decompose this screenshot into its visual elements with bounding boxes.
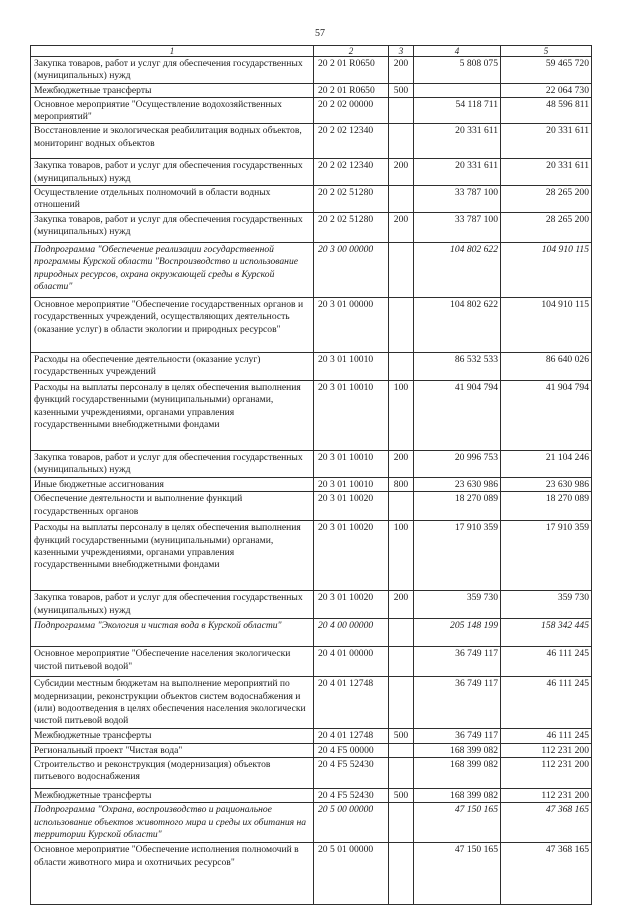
cell-code: 20 4 01 12748 [314,677,389,729]
cell-name: Расходы на выплаты персоналу в целях обеспечения выполнения функций государственными (муниципальными) органами, казенными учреждениями, органами управления государственными внебюджетными фондами [31,521,314,591]
cell-code: 20 3 01 10020 [314,521,389,591]
cell-name: Иные бюджетные ассигнования [31,478,314,492]
cell-name: Закупка товаров, работ и услуг для обеспечения государственных (муниципальных) нужд [31,57,314,84]
table-row [31,729,592,743]
table-row [31,619,592,647]
cell-amount-1: 36 749 117 [414,729,501,743]
cell-type [389,757,414,788]
cell-code: 20 4 F5 00000 [314,743,389,757]
cell-name: Расходы на обеспечение деятельности (оказание услуг) государственных учреждений [31,353,314,381]
table-row [31,492,592,521]
cell-code: 20 4 F5 52430 [314,788,389,802]
cell-amount-2: 41 904 794 [501,381,592,451]
cell-amount-1: 359 730 [414,591,501,619]
table-row [31,843,592,905]
cell-amount-1: 20 331 611 [414,124,501,159]
cell-amount-1: 168 399 082 [414,743,501,757]
cell-amount-1: 17 910 359 [414,521,501,591]
cell-code: 20 3 00 00000 [314,243,389,298]
cell-code: 20 2 02 12340 [314,124,389,159]
table-row [31,83,592,97]
cell-amount-1: 18 270 089 [414,492,501,521]
cell-amount-2: 46 111 245 [501,677,592,729]
cell-name: Основное мероприятие "Обеспечение исполнения полномочий в области животного мира и охотничьих ресурсов" [31,843,314,905]
cell-name: Закупка товаров, работ и услуг для обеспечения государственных (муниципальных) нужд [31,159,314,186]
cell-type [389,353,414,381]
cell-amount-2: 17 910 359 [501,521,592,591]
cell-amount-1: 104 802 622 [414,298,501,353]
cell-name: Межбюджетные трансферты [31,729,314,743]
cell-amount-1 [414,83,501,97]
cell-code: 20 5 01 00000 [314,843,389,905]
cell-amount-2: 158 342 445 [501,619,592,647]
cell-type: 100 [389,521,414,591]
cell-code: 20 3 01 10010 [314,478,389,492]
cell-name: Закупка товаров, работ и услуг для обеспечения государственных (муниципальных) нужд [31,591,314,619]
cell-code: 20 3 01 10010 [314,451,389,478]
cell-name: Субсидии местным бюджетам на выполнение мероприятий по модернизации, реконструкции объектов систем водоснабжения и (или) водоотведения в целях обеспечения населения экологически чистой питьевой водой [31,677,314,729]
cell-type: 200 [389,159,414,186]
table-row [31,243,592,298]
cell-amount-1: 33 787 100 [414,186,501,213]
cell-amount-1: 41 904 794 [414,381,501,451]
cell-amount-2: 104 910 115 [501,243,592,298]
cell-amount-2: 104 910 115 [501,298,592,353]
cell-type [389,97,414,124]
table-row [31,647,592,677]
cell-name: Подпрограмма "Охрана, воспроизводство и рациональное использование объектов животного мира и среды их обитания на территории Курской области" [31,803,314,843]
table-row [31,757,592,788]
table-header-row [31,46,592,57]
column-header-1: 1 [31,46,314,57]
cell-amount-1: 20 331 611 [414,159,501,186]
cell-name: Межбюджетные трансферты [31,788,314,802]
cell-amount-1: 5 808 075 [414,57,501,84]
cell-name: Расходы на выплаты персоналу в целях обеспечения выполнения функций государственными (муниципальными) органами, казенными учреждениями, органами управления государственными внебюджетными фондами [31,381,314,451]
cell-code: 20 3 01 10010 [314,353,389,381]
cell-code: 20 2 02 51280 [314,213,389,243]
cell-amount-2: 46 111 245 [501,647,592,677]
cell-amount-2: 112 231 200 [501,743,592,757]
cell-code: 20 2 02 12340 [314,159,389,186]
cell-amount-2: 23 630 986 [501,478,592,492]
table-row [31,743,592,757]
cell-code: 20 2 01 R0650 [314,83,389,97]
cell-amount-2: 112 231 200 [501,757,592,788]
column-header-4: 4 [414,46,501,57]
cell-amount-2: 28 265 200 [501,213,592,243]
cell-amount-2: 48 596 811 [501,97,592,124]
cell-code: 20 4 00 00000 [314,619,389,647]
table-row [31,381,592,451]
cell-amount-2: 47 368 165 [501,843,592,905]
table-row [31,353,592,381]
cell-code: 20 4 01 12748 [314,729,389,743]
cell-type [389,843,414,905]
cell-amount-2: 18 270 089 [501,492,592,521]
cell-amount-2: 22 064 730 [501,83,592,97]
cell-type: 800 [389,478,414,492]
cell-type [389,298,414,353]
cell-code: 20 5 00 00000 [314,803,389,843]
table-row [31,788,592,802]
cell-amount-1: 33 787 100 [414,213,501,243]
budget-table [30,45,592,905]
cell-name: Региональный проект "Чистая вода" [31,743,314,757]
cell-name: Основное мероприятие "Обеспечение государственных органов и государственных учреждений, осуществляющих деятельность (оказание услуг) в области экологии и природных ресурсов" [31,298,314,353]
cell-amount-2: 112 231 200 [501,788,592,802]
cell-amount-1: 20 996 753 [414,451,501,478]
cell-type: 200 [389,591,414,619]
cell-type [389,124,414,159]
cell-amount-2: 28 265 200 [501,186,592,213]
table-row [31,803,592,843]
cell-code: 20 3 01 10020 [314,591,389,619]
cell-code: 20 4 01 00000 [314,647,389,677]
table-row [31,124,592,159]
table-row [31,57,592,84]
table-row [31,159,592,186]
cell-name: Закупка товаров, работ и услуг для обеспечения государственных (муниципальных) нужд [31,213,314,243]
cell-type [389,492,414,521]
cell-amount-1: 168 399 082 [414,757,501,788]
cell-name: Подпрограмма "Обеспечение реализации государственной программы Курской области "Воспроизводство и использование природных ресурсов, охрана окружающей среды в Курской области" [31,243,314,298]
cell-type [389,186,414,213]
cell-amount-1: 168 399 082 [414,788,501,802]
cell-amount-1: 36 749 117 [414,677,501,729]
cell-type [389,243,414,298]
cell-name: Осуществление отдельных полномочий в области водных отношений [31,186,314,213]
table-row [31,521,592,591]
page-number: 57 [315,28,325,39]
table-body [31,57,592,905]
table-row [31,591,592,619]
cell-amount-2: 20 331 611 [501,159,592,186]
cell-code: 20 3 01 10010 [314,381,389,451]
cell-type: 500 [389,729,414,743]
cell-amount-1: 23 630 986 [414,478,501,492]
cell-type: 500 [389,83,414,97]
column-header-2: 2 [314,46,389,57]
cell-name: Основное мероприятие "Обеспечение населения экологически чистой питьевой водой" [31,647,314,677]
cell-code: 20 2 02 00000 [314,97,389,124]
cell-amount-2: 86 640 026 [501,353,592,381]
table-row [31,186,592,213]
cell-amount-2: 359 730 [501,591,592,619]
cell-type [389,677,414,729]
cell-code: 20 2 02 51280 [314,186,389,213]
cell-type: 200 [389,451,414,478]
cell-amount-1: 86 532 533 [414,353,501,381]
table-row [31,677,592,729]
cell-code: 20 4 F5 52430 [314,757,389,788]
table-row [31,451,592,478]
cell-code: 20 3 01 00000 [314,298,389,353]
cell-type [389,647,414,677]
cell-type: 200 [389,213,414,243]
cell-code: 20 3 01 10020 [314,492,389,521]
cell-name: Закупка товаров, работ и услуг для обеспечения государственных (муниципальных) нужд [31,451,314,478]
cell-amount-1: 104 802 622 [414,243,501,298]
cell-amount-2: 20 331 611 [501,124,592,159]
cell-name: Межбюджетные трансферты [31,83,314,97]
cell-name: Строительство и реконструкция (модернизация) объектов питьевого водоснабжения [31,757,314,788]
cell-amount-1: 205 148 199 [414,619,501,647]
table-row [31,213,592,243]
table-row [31,478,592,492]
table-row [31,298,592,353]
cell-amount-1: 54 118 711 [414,97,501,124]
cell-amount-2: 47 368 165 [501,803,592,843]
cell-name: Основное мероприятие "Осуществление водохозяйственных мероприятий" [31,97,314,124]
cell-type [389,619,414,647]
cell-amount-1: 47 150 165 [414,803,501,843]
cell-type [389,743,414,757]
column-header-5: 5 [501,46,592,57]
cell-type: 100 [389,381,414,451]
cell-type [389,803,414,843]
cell-amount-1: 47 150 165 [414,843,501,905]
cell-name: Обеспечение деятельности и выполнение функций государственных органов [31,492,314,521]
cell-amount-2: 59 465 720 [501,57,592,84]
cell-code: 20 2 01 R0650 [314,57,389,84]
cell-amount-2: 21 104 246 [501,451,592,478]
cell-type: 200 [389,57,414,84]
cell-name: Восстановление и экологическая реабилитация водных объектов, мониторинг водных объектов [31,124,314,159]
column-header-3: 3 [389,46,414,57]
cell-amount-1: 36 749 117 [414,647,501,677]
cell-type: 500 [389,788,414,802]
cell-amount-2: 46 111 245 [501,729,592,743]
cell-name: Подпрограмма "Экология и чистая вода в Курской области" [31,619,314,647]
table-row [31,97,592,124]
